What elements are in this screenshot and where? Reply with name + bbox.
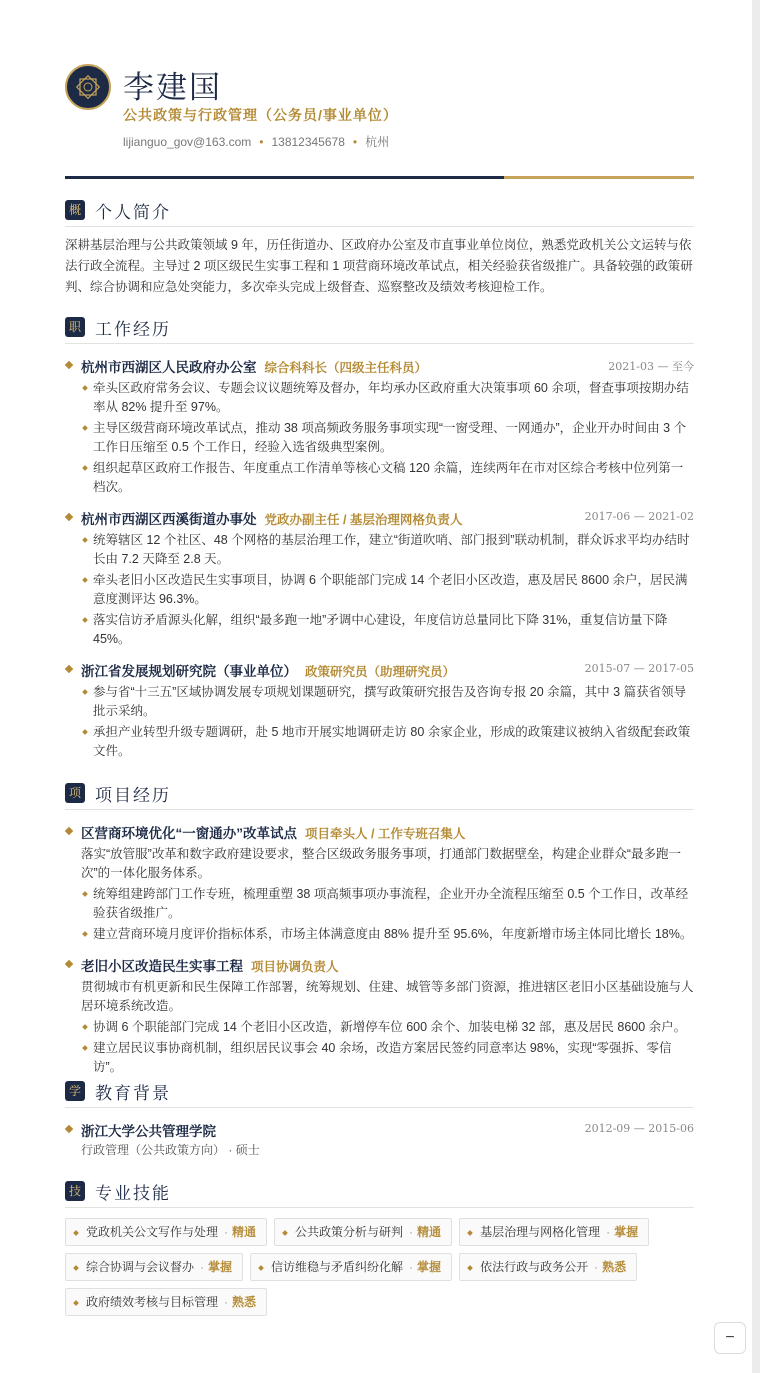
- job-org: 浙江省发展规划研究院（事业单位）: [81, 664, 297, 679]
- city-text: 杭州: [365, 135, 390, 149]
- job-role: 党政办副主任 / 基层治理网格负责人: [264, 513, 463, 527]
- contact-line: lijianguo_gov@163.com • 13812345678 • 杭州: [123, 135, 390, 149]
- project-bullet: 协调 6 个职能部门完成 14 个老旧小区改造，新增停车位 600 余个、加装电梯 32 部，惠及居民 8600 余户。: [65, 1018, 694, 1037]
- email-text: lijianguo_gov@163.com: [123, 135, 252, 149]
- job-org: 杭州市西湖区西溪街道办事处: [81, 512, 257, 527]
- education-date: 2012-09 — 2015-06: [584, 1122, 694, 1135]
- project-desc: 贯彻城市有机更新和民生保障工作部署，统筹规划、住建、城管等多部门资源，推进辖区老旧小区基础设施与人居环境系统改造。: [81, 980, 694, 1013]
- job-org: 杭州市西湖区人民政府办公室: [81, 360, 257, 375]
- work-heading: 工作经历: [95, 320, 171, 340]
- job-bullet: 组织起草区政府工作报告、年度重点工作清单等核心文稿 120 余篇，连续两年在市对区综合考核中位列第一档次。: [65, 459, 694, 497]
- header-divider: [65, 176, 694, 179]
- project-bullet: 建立营商环境月度评价指标体系，市场主体满意度由 88% 提升至 95.6%，年度新增市场主体同比增长 18%。: [65, 925, 694, 944]
- skill-chip: 政府绩效考核与目标管理 · 熟悉: [65, 1288, 267, 1316]
- project-entry: [65, 954, 694, 1077]
- skills-heading: 专业技能: [95, 1184, 171, 1204]
- job-bullet: 承担产业转型升级专题调研，赴 5 地市开展实地调研走访 80 余家企业，形成的政策建议被纳入省级配套政策文件。: [65, 723, 694, 761]
- summary-text: 深耕基层治理与公共政策领域 9 年，历任街道办、区政府办公室及市直事业单位岗位，熟悉党政机关公文运转与依法行政全流程。主导过 2 项区级民生实事工程和 1 项营商环境改革试点，相关经验获省级推广。具备较强的政策研判、综合协调和应急处突能力，多次牵头完成上级督查、巡察整改及绩效考核迎检工作。: [65, 238, 693, 294]
- skill-chip: 综合协调与会议督办 · 掌握: [65, 1253, 243, 1281]
- job-date: 2017-06 — 2021-02: [584, 510, 694, 523]
- project-role: 项目牵头人 / 工作专班召集人: [305, 827, 466, 841]
- job-bullet: 落实信访矛盾源头化解，组织“最多跑一地”矛调中心建设，年度信访总量同比下降 31%，重复信访量下降 45%。: [65, 611, 694, 649]
- projects-badge: 项: [65, 783, 85, 803]
- projects-heading: 项目经历: [95, 786, 171, 806]
- project-role: 项目协调负责人: [251, 960, 339, 974]
- scrollbar[interactable]: [752, 0, 760, 1373]
- summary-heading: 个人简介: [95, 203, 171, 223]
- job-entry: [65, 507, 694, 649]
- summary-badge: 概: [65, 200, 85, 220]
- skills-section: [65, 1179, 694, 1323]
- job-bullet: 牵头区政府常务会议、专题会议议题统筹及督办，年均承办区政府重大决策事项 60 余项，督查事项按期办结率从 82% 提升至 97%。: [65, 379, 694, 417]
- skills-badge: 技: [65, 1181, 85, 1201]
- school-name: 浙江大学公共管理学院: [81, 1124, 216, 1139]
- job-bullet: 牵头老旧小区改造民生实事项目，协调 6 个职能部门完成 14 个老旧小区改造，惠及居民 8600 余户，居民满意度测评达 96.3%。: [65, 571, 694, 609]
- work-badge: 职: [65, 317, 85, 337]
- project-entry: [65, 821, 694, 944]
- emblem-logo: [65, 64, 111, 110]
- project-desc: 落实“放管服”改革和数字政府建设要求，整合区级政务服务事项，打通部门数据壁垒，构建企业群众“最多跑一次”的一体化服务体系。: [81, 847, 681, 880]
- skill-chip: 信访维稳与矛盾纠纷化解 · 掌握: [250, 1253, 452, 1281]
- skill-chip: 公共政策分析与研判 · 精通: [274, 1218, 452, 1246]
- project-name: 区营商环境优化“一窗通办”改革试点: [81, 826, 297, 841]
- job-role: 政策研究员（助理研究员）: [305, 665, 456, 679]
- candidate-name: 李建国: [123, 70, 222, 106]
- project-bullet: 统筹组建跨部门工作专班，梳理重塑 38 项高频事项办事流程，企业开办全流程压缩至 0.5 个工作日，改革经验获省级推广。: [65, 885, 694, 923]
- job-bullet: 统筹辖区 12 个社区、48 个网格的基层治理工作，建立“街道吹哨、部门报到”联动机制，群众诉求平均办结时长由 7.2 天降至 2.8 天。: [65, 531, 694, 569]
- work-section: [65, 315, 694, 763]
- job-bullet: 参与省“十三五”区域协调发展专项规划课题研究，撰写政策研究报告及咨询专报 20 余篇，其中 3 篇获省领导批示采纳。: [65, 683, 694, 721]
- phone-text: 13812345678: [271, 135, 345, 149]
- job-bullet: 主导区级营商环境改革试点，推动 38 项高频政务服务事项实现“一窗受理、一网通办”，企业开办时间由 3 个工作日压缩至 0.5 个工作日，经验入选省级典型案例。: [65, 419, 694, 457]
- degree-text: 硕士: [235, 1143, 260, 1157]
- major-text: 行政管理（公共政策方向）: [81, 1143, 226, 1157]
- job-entry: [65, 355, 694, 497]
- education-section: [65, 1079, 694, 1158]
- education-badge: 学: [65, 1081, 85, 1101]
- skills-list: [65, 1218, 694, 1323]
- job-role: 综合科科长（四级主任科员）: [264, 361, 428, 375]
- job-target-title: 公共政策与行政管理（公务员/事业单位）: [123, 107, 398, 123]
- skill-chip: 依法行政与政务公开 · 熟悉: [459, 1253, 637, 1281]
- job-date: 2021-03 — 至今: [608, 360, 694, 373]
- job-date: 2015-07 — 2017-05: [584, 662, 694, 675]
- projects-section: [65, 781, 694, 1079]
- education-detail: 行政管理（公共政策方向） · 硕士: [81, 1143, 260, 1157]
- skill-chip: 基层治理与网格化管理 · 掌握: [459, 1218, 649, 1246]
- project-name: 老旧小区改造民生实事工程: [81, 959, 243, 974]
- job-entry: [65, 659, 694, 761]
- education-heading: 教育背景: [95, 1084, 171, 1104]
- skill-chip: 党政机关公文写作与处理 · 精通: [65, 1218, 267, 1246]
- summary-section: [65, 198, 694, 298]
- education-entry: [65, 1119, 694, 1158]
- minus-icon[interactable]: −: [714, 1322, 746, 1354]
- project-bullet: 建立居民议事协商机制，组织居民议事会 40 余场，改造方案居民签约同意率达 98%，实现“零强拆、零信访”。: [65, 1039, 694, 1077]
